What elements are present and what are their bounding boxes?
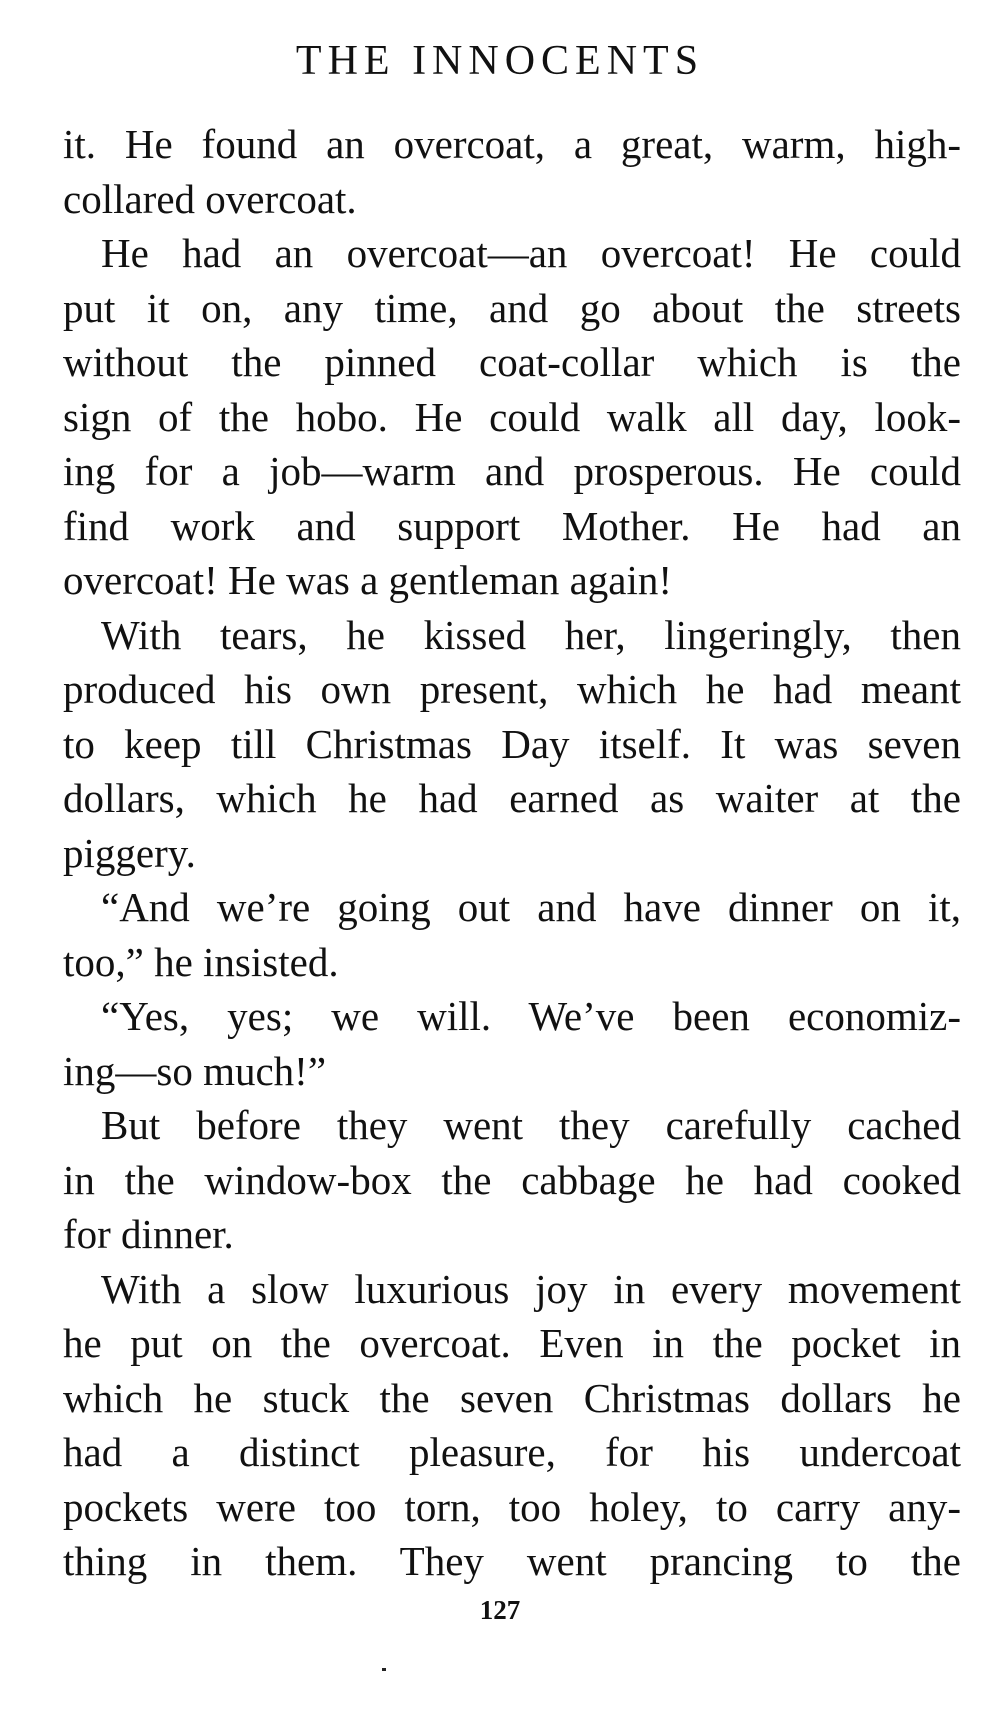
text-line: pockets were too torn, too holey, to carry any- <box>63 1483 961 1530</box>
text-line: sign of the hobo. He could walk all day, look- <box>63 393 961 440</box>
text-line: he put on the overcoat. Even in the pocket in <box>63 1320 961 1366</box>
text-line: to keep till Christmas Day itself. It was seven <box>63 720 961 767</box>
text-line: put it on, any time, and go about the streets <box>63 284 961 331</box>
text-line: overcoat! He was a gentleman again! <box>63 557 673 603</box>
text-line: “And we’re going out and have dinner on it, <box>101 884 961 930</box>
text-line: it. He found an overcoat, a great, warm, high- <box>63 121 961 167</box>
text-line: He had an overcoat—an overcoat! He could <box>101 230 961 276</box>
text-line: piggery. <box>63 829 196 876</box>
text-line: But before they went they carefully cached <box>101 1102 961 1148</box>
print-speck <box>382 1668 386 1671</box>
text-line: With tears, he kissed her, lingeringly, then <box>101 611 961 658</box>
text-line: ing—so much!” <box>63 1047 327 1094</box>
running-head: THE INNOCENTS <box>295 38 705 84</box>
text-line: find work and support Mother. He had an <box>63 502 961 549</box>
text-line: With a slow luxurious joy in every movement <box>101 1265 961 1312</box>
text-line: dollars, which he had earned as waiter at the <box>63 775 961 821</box>
text-line: produced his own present, which he had meant <box>63 666 961 712</box>
text-line: which he stuck the seven Christmas dollars he <box>63 1374 961 1421</box>
body-text <box>63 117 961 1589</box>
text-line: too,” he insisted. <box>63 938 339 985</box>
text-line: thing in them. They went prancing to the <box>63 1538 961 1584</box>
text-line: had a distinct pleasure, for his undercoat <box>63 1429 961 1475</box>
text-line: without the pinned coat-collar which is the <box>63 339 961 385</box>
text-line: in the window-box the cabbage he had cooked <box>63 1156 961 1203</box>
text-line: collared overcoat. <box>63 175 357 222</box>
text-line: “Yes, yes; we will. We’ve been economiz- <box>101 993 961 1039</box>
page-number: 127 <box>479 1595 521 1625</box>
text-line: for dinner. <box>63 1211 234 1257</box>
text-line: ing for a job—warm and prosperous. He could <box>63 448 961 494</box>
